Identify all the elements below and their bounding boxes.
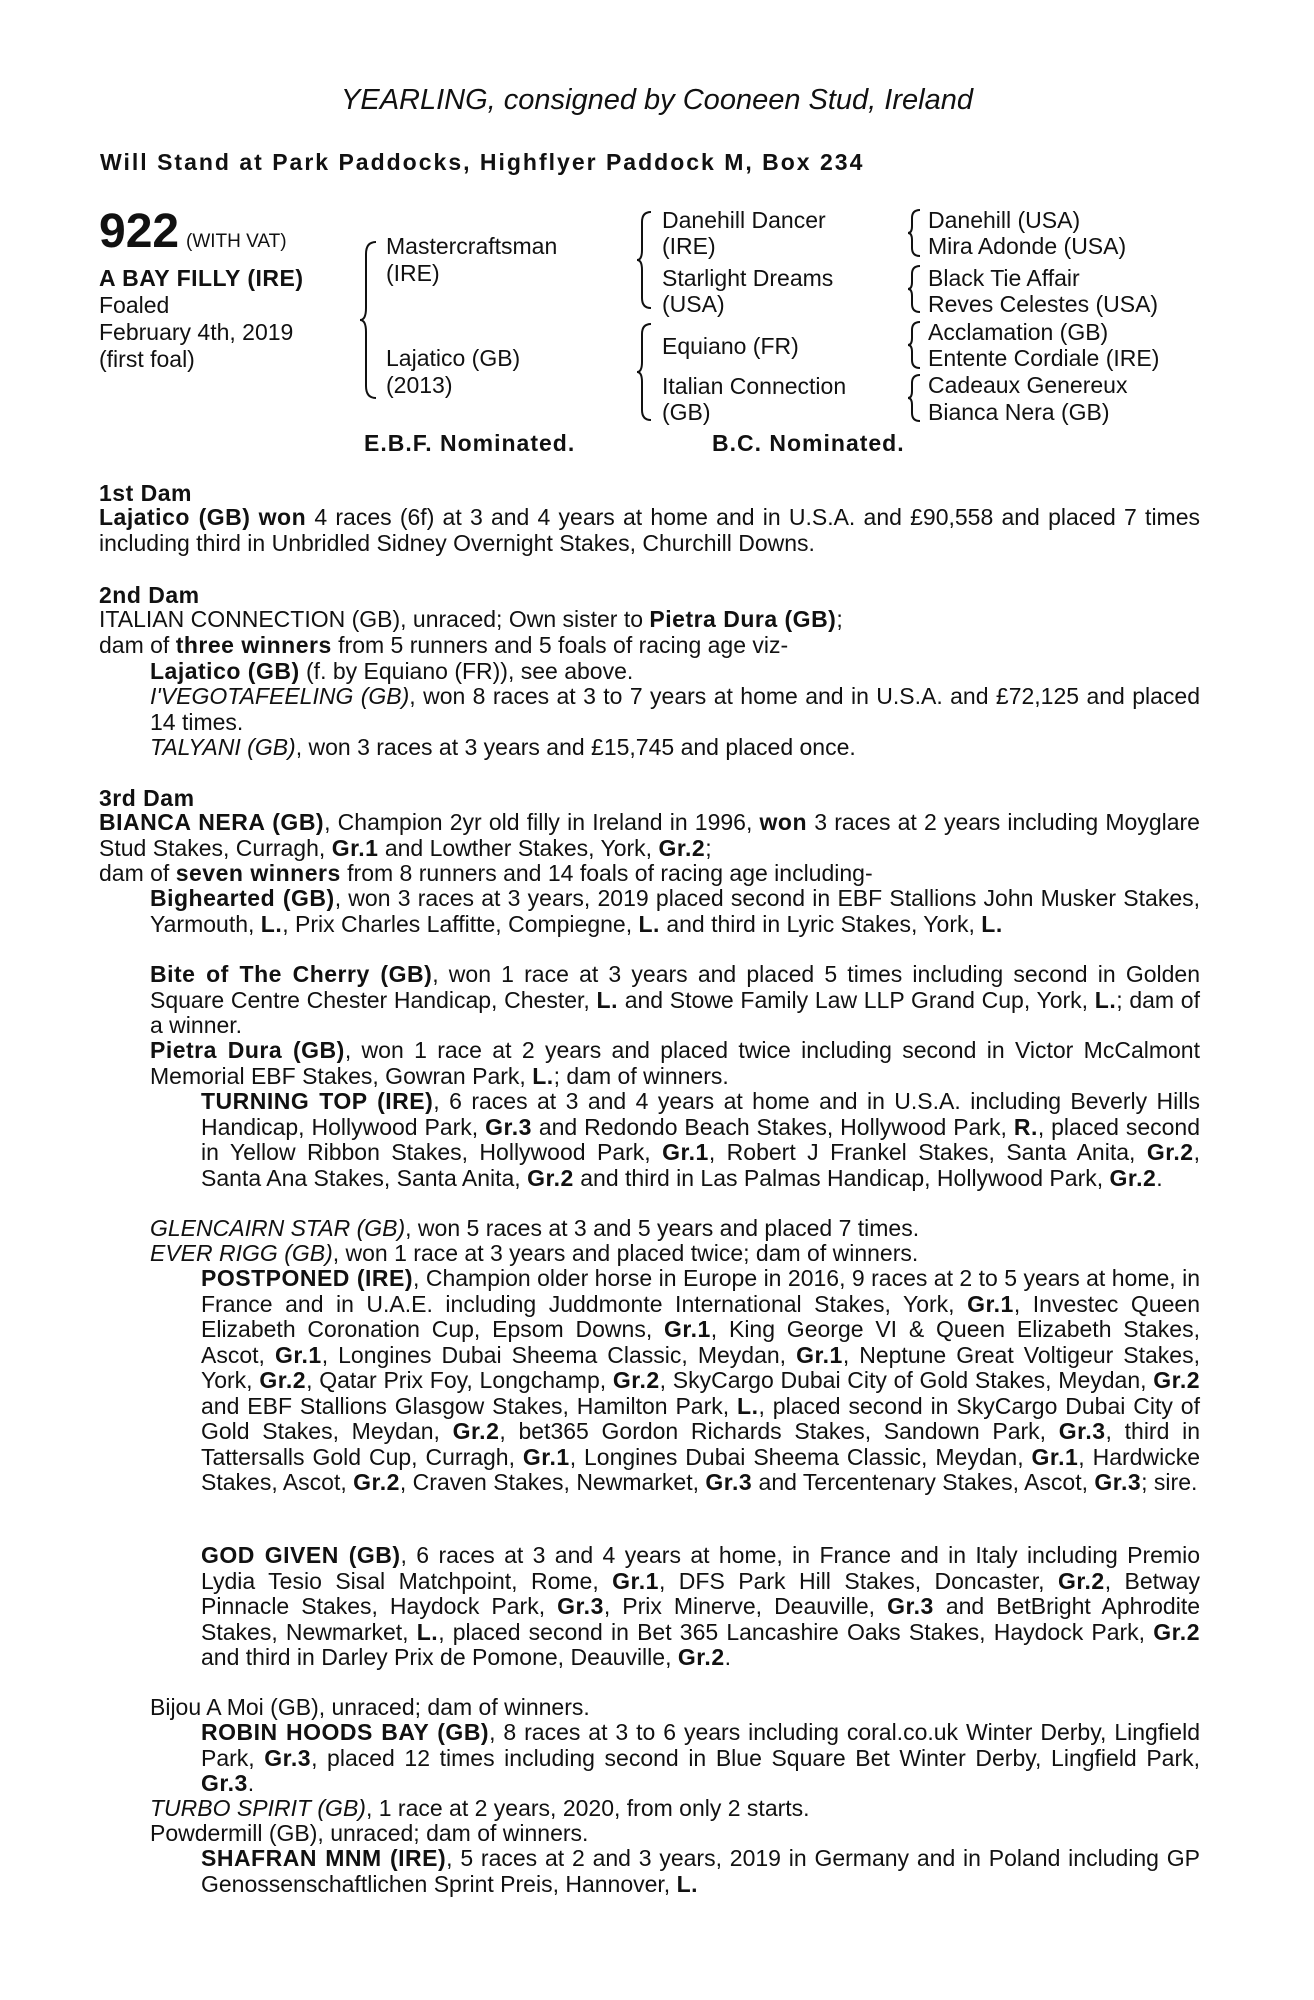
- ebf-nomination: E.B.F. Nominated.: [364, 430, 576, 456]
- gg-dam-4: Bianca Nera (GB): [928, 399, 1110, 425]
- pedigree-brace-sire: [637, 210, 655, 310]
- sire-sire-name: Danehill Dancer: [662, 207, 826, 233]
- vat-note: (WITH VAT): [186, 231, 287, 252]
- dam-dam-name: Italian Connection: [662, 373, 847, 399]
- gg-dam-2: Reves Celestes (USA): [928, 291, 1159, 317]
- second-dam-produce-summary: dam of three winners from 5 runners and 5 foals of racing age viz-: [99, 632, 789, 658]
- second-dam-line: ITALIAN CONNECTION (GB), unraced; Own sister to Pietra Dura (GB);: [99, 606, 843, 632]
- first-dam-won: won: [258, 504, 307, 530]
- bc-nomination: B.C. Nominated.: [712, 430, 905, 456]
- catalogue-heading: YEARLING, consigned by Cooneen Stud, Ireland: [341, 84, 973, 116]
- first-dam-name: Lajatico (GB): [99, 504, 251, 530]
- second-dam-title: 2nd Dam: [99, 582, 200, 608]
- produce-lajatico: Lajatico (GB) (f. by Equiano (FR)), see above.: [150, 658, 634, 684]
- gg-sire-4: Cadeaux Genereux: [928, 372, 1128, 398]
- produce-shafran-mnm: SHAFRAN MNM (IRE), 5 races at 2 and 3 years, 2019 in Germany and in Poland including GP Genossenschaftlichen Sprint Preis, Hannover, L.: [201, 1845, 1200, 1897]
- produce-bighearted: Bighearted (GB), won 3 races at 3 years, 2019 placed second in EBF Stallions John Musker Stakes, Yarmouth, L., Prix Charles Laffitte, Compiegne, L. and third in Lyric Stakes, York, L.: [150, 885, 1200, 937]
- gg-sire-3: Acclamation (GB): [928, 319, 1109, 345]
- dam-dam-origin: (GB): [662, 399, 711, 425]
- produce-ivegotafeeling: I'VEGOTAFEELING (GB), won 8 races at 3 to 7 years at home and in U.S.A. and £72,125 and placed 14 times.: [150, 683, 1200, 735]
- sire-origin: (IRE): [386, 260, 440, 286]
- produce-turning-top: TURNING TOP (IRE), 6 races at 3 and 4 years at home and in U.S.A. including Beverly Hills Handicap, Hollywood Park, Gr.3 and Redondo Beach Stakes, Hollywood Park, R., placed second in Yellow Ribbon Stakes, Hollywood Park, Gr.1, Robert J Frankel Stakes, Santa Anita, Gr.2, Santa Ana Stakes, Santa Anita, Gr.2 and third in Las Palmas Handicap, Hollywood Park, Gr.2.: [201, 1088, 1201, 1191]
- foaled-label: Foaled: [99, 292, 170, 318]
- produce-glencairn-star: GLENCAIRN STAR (GB), won 5 races at 3 and 5 years and placed 7 times.: [150, 1215, 920, 1241]
- stand-location: Will Stand at Park Paddocks, Highflyer Paddock M, Box 234: [100, 149, 865, 175]
- pedigree-brace-main: [360, 240, 380, 400]
- gg-dam-3: Entente Cordiale (IRE): [928, 345, 1160, 371]
- dam-year: (2013): [386, 372, 453, 398]
- foal-note: (first foal): [99, 346, 195, 372]
- produce-talyani: TALYANI (GB), won 3 races at 3 years and £15,745 and placed once.: [150, 734, 856, 760]
- first-dam-entry: Lajatico (GB) won 4 races (6f) at 3 and 4 years at home and in U.S.A. and £90,558 and placed 7 times including third in Unbridled Sidney Overnight Stakes, Churchill Downs.: [99, 504, 1201, 556]
- bianca-nera-entry: BIANCA NERA (GB), Champion 2yr old filly in Ireland in 1996, won 3 races at 2 years including Moyglare Stud Stakes, Curragh, Gr.1 and Lowther Stakes, York, Gr.2;: [99, 809, 1200, 861]
- gg-sire-1: Danehill (USA): [928, 207, 1081, 233]
- pedigree-brace-g3: [908, 320, 922, 370]
- produce-postponed: POSTPONED (IRE), Champion older horse in Europe in 2016, 9 races at 2 to 5 years at home, in France and in U.A.E. including Juddmonte International Stakes, York, Gr.1, Investec Queen Elizabeth Coronation Cup, Epsom Downs, Gr.1, King George VI & Queen Elizabeth Stakes, Ascot, Gr.1, Longines Dubai Sheema Classic, Meydan, Gr.1, Neptune Great Voltigeur Stakes, York, Gr.2, Qatar Prix Foy, Longchamp, Gr.2, SkyCargo Dubai City of Gold Stakes, Meydan, Gr.2 and EBF Stallions Glasgow Stakes, Hamilton Park, L., placed second in SkyCargo Dubai City of Gold Stakes, Meydan, Gr.2, bet365 Gordon Richards Stakes, Sandown Park, Gr.3, third in Tattersalls Gold Cup, Curragh, Gr.1, Longines Dubai Sheema Classic, Meydan, Gr.1, Hardwicke Stakes, Ascot, Gr.2, Craven Stakes, Newmarket, Gr.3 and Tercentenary Stakes, Ascot, Gr.3; sire.: [201, 1265, 1201, 1495]
- third-dam-produce-summary: dam of seven winners from 8 runners and 14 foals of racing age including-: [99, 860, 873, 886]
- produce-ever-rigg: EVER RIGG (GB), won 1 race at 3 years and placed twice; dam of winners.: [150, 1240, 919, 1266]
- first-dam-title: 1st Dam: [99, 480, 192, 506]
- sire-name: Mastercraftsman: [386, 233, 558, 259]
- produce-powdermill: Powdermill (GB), unraced; dam of winners.: [150, 1820, 589, 1846]
- gg-dam-1: Mira Adonde (USA): [928, 233, 1127, 259]
- gg-sire-2: Black Tie Affair: [928, 265, 1080, 291]
- sire-dam-name: Starlight Dreams: [662, 265, 834, 291]
- sire-dam-origin: (USA): [662, 291, 725, 317]
- third-dam-title: 3rd Dam: [99, 785, 195, 811]
- sire-sire-origin: (IRE): [662, 233, 716, 259]
- dam-name: Lajatico (GB): [386, 345, 521, 371]
- pedigree-brace-g1: [908, 208, 922, 258]
- produce-pietra-dura: Pietra Dura (GB), won 1 race at 2 years and placed twice including second in Victor McCalmont Memorial EBF Stakes, Gowran Park, L.; dam of winners.: [150, 1037, 1200, 1089]
- pedigree-brace-g4: [908, 373, 922, 423]
- produce-robin-hoods-bay: ROBIN HOODS BAY (GB), 8 races at 3 to 6 years including coral.co.uk Winter Derby, Lingfield Park, Gr.3, placed 12 times including second in Blue Square Bet Winter Derby, Lingfield Park, Gr.3.: [201, 1719, 1200, 1796]
- pedigree-brace-dam: [637, 322, 655, 422]
- foaled-date: February 4th, 2019: [99, 319, 294, 345]
- produce-turbo-spirit: TURBO SPIRIT (GB), 1 race at 2 years, 2020, from only 2 starts.: [150, 1795, 810, 1821]
- lot-description: A BAY FILLY (IRE): [99, 265, 304, 291]
- dam-sire-name: Equiano (FR): [662, 333, 799, 359]
- produce-god-given: GOD GIVEN (GB), 6 races at 3 and 4 years at home, in France and in Italy including Premio Lydia Tesio Sisal Matchpoint, Rome, Gr.1, DFS Park Hill Stakes, Doncaster, Gr.2, Betway Pinnacle Stakes, Haydock Park, Gr.3, Prix Minerve, Deauville, Gr.3 and BetBright Aphrodite Stakes, Newmarket, L., placed second in Bet 365 Lancashire Oaks Stakes, Haydock Park, Gr.2 and third in Darley Prix de Pomone, Deauville, Gr.2.: [201, 1542, 1201, 1670]
- lot-number: 922: [99, 205, 180, 258]
- pedigree-brace-g2: [908, 264, 922, 314]
- produce-bite-of-the-cherry: Bite of The Cherry (GB), won 1 race at 3 years and placed 5 times including second in Golden Square Centre Chester Handicap, Chester, L. and Stowe Family Law LLP Grand Cup, York, L.; dam of a winner.: [150, 961, 1200, 1038]
- produce-bijou-a-moi: Bijou A Moi (GB), unraced; dam of winners.: [150, 1694, 590, 1720]
